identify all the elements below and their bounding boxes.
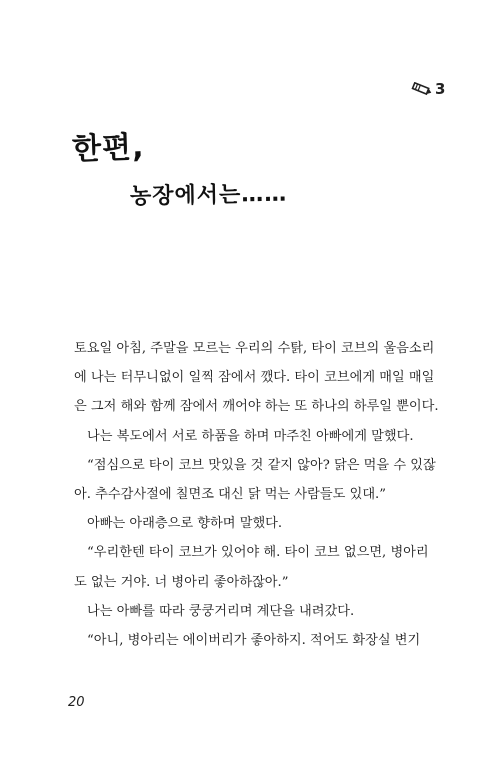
body-line: 에 나는 터무니없이 일찍 잠에서 깼다. 타이 코브에게 매일 매일: [74, 370, 435, 386]
body-line: “점심으로 타이 코브 맛있을 것 같지 않아? 닭은 먹을 수 있잖: [87, 457, 436, 473]
body-line: 아. 추수감사절에 칠면조 대신 닭 먹는 사람들도 있대.”: [74, 486, 386, 502]
body-line: 도 없는 거야. 너 병아리 좋아하잖아.”: [74, 574, 289, 590]
chapter-number: 3: [435, 80, 446, 98]
body-line: 나는 아빠를 따라 쿵쿵거리며 계단을 내려갔다.: [87, 603, 355, 619]
body-line: “우리한텐 타이 코브가 있어야 해. 타이 코브 없으면, 병아리: [87, 545, 429, 561]
chapter-title-line-2: 농장에서는……: [129, 181, 288, 210]
body-line: 나는 복도에서 서로 하품을 하며 마주친 아빠에게 말했다.: [87, 428, 414, 444]
body-line: “아니, 병아리는 에이버리가 좋아하지. 적어도 화장실 변기: [87, 632, 421, 648]
body-line: 은 그저 해와 함께 잠에서 깨어야 하는 또 하나의 하루일 뿐이다.: [74, 399, 439, 415]
pencil-icon: [411, 82, 433, 96]
chapter-title-line-1: 한편,: [71, 129, 146, 168]
page-number: 20: [68, 695, 85, 710]
body-line: 토요일 아침, 주말을 모르는 우리의 수탉, 타이 코브의 울음소리: [74, 341, 435, 356]
body-line: 아빠는 아래층으로 향하며 말했다.: [87, 516, 283, 532]
chapter-marker: [411, 80, 445, 98]
body-text: [74, 334, 444, 655]
